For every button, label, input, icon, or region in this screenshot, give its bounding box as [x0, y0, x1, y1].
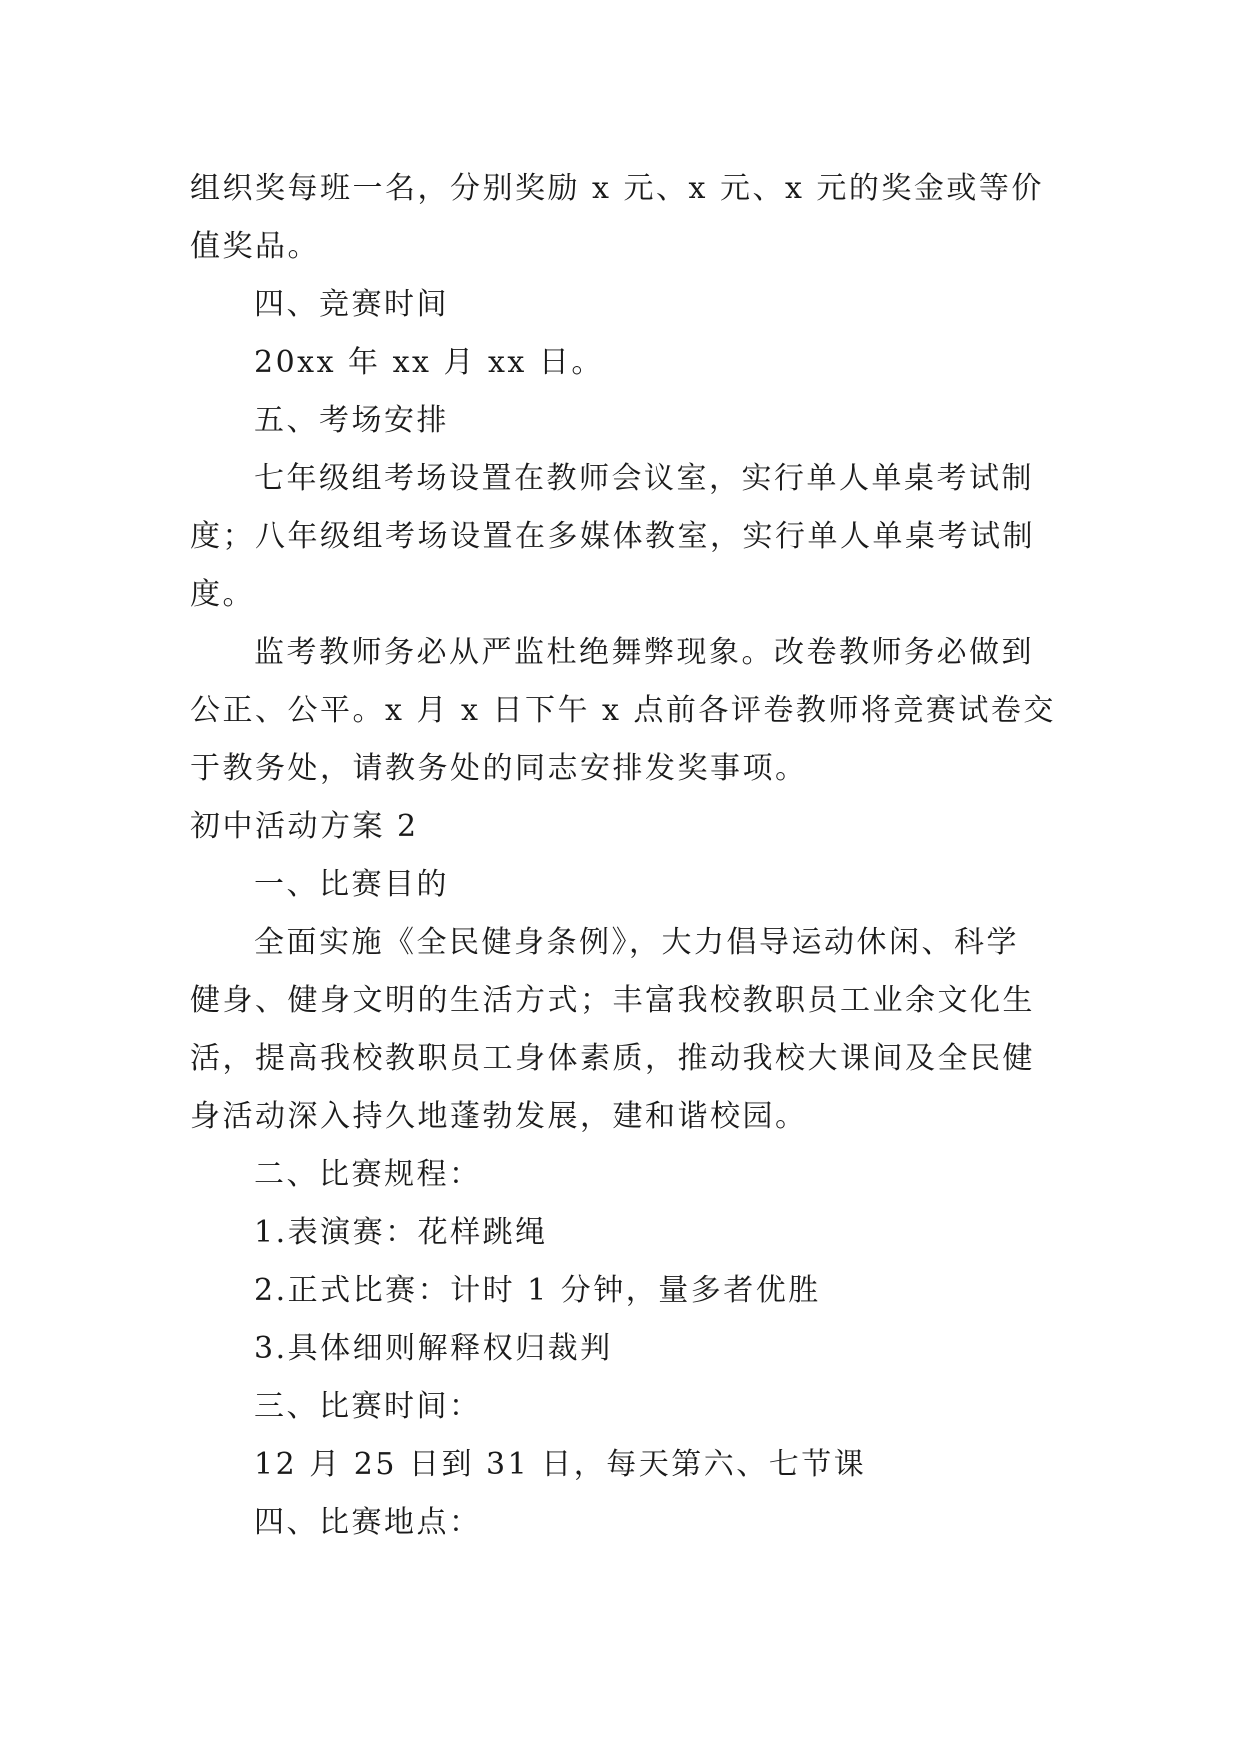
text-line: 七年级组考场设置在教师会议室，实行单人单桌考试制 — [254, 461, 1034, 496]
text-line: 12 月 25 日到 31 日，每天第六、七节课 — [254, 1447, 867, 1482]
text-line: 度。 — [190, 577, 255, 612]
text-line: 20xx 年 xx 月 xx 日。 — [254, 345, 604, 380]
text-line: 公正、公平。x 月 x 日下午 x 点前各评卷教师将竞赛试卷交 — [190, 693, 1056, 728]
section-heading: 三、比赛时间： — [254, 1389, 482, 1424]
list-item: 2.正式比赛：计时 1 分钟，量多者优胜 — [254, 1273, 821, 1308]
section-heading: 二、比赛规程： — [254, 1157, 482, 1192]
text-line: 值奖品。 — [190, 229, 320, 264]
section-heading: 四、比赛地点： — [254, 1505, 482, 1540]
text-line: 身活动深入持久地蓬勃发展，建和谐校园。 — [190, 1099, 808, 1134]
text-line: 度；八年级组考场设置在多媒体教室，实行单人单桌考试制 — [190, 519, 1035, 554]
list-item: 1.表演赛：花样跳绳 — [254, 1215, 548, 1250]
section-heading: 四、竞赛时间 — [254, 287, 449, 322]
section-heading: 一、比赛目的 — [254, 867, 449, 902]
text-line: 监考教师务必从严监杜绝舞弊现象。改卷教师务必做到 — [254, 635, 1034, 670]
document-subtitle: 初中活动方案 2 — [190, 809, 419, 844]
text-line: 于教务处，请教务处的同志安排发奖事项。 — [190, 751, 808, 786]
text-line: 活，提高我校教职员工身体素质，推动我校大课间及全民健 — [190, 1041, 1035, 1076]
document-body — [190, 160, 1056, 1552]
text-line: 组织奖每班一名，分别奖励 x 元、x 元、x 元的奖金或等价 — [190, 171, 1044, 206]
text-line: 全面实施《全民健身条例》，大力倡导运动休闲、科学 — [254, 925, 1019, 960]
text-line: 健身、健身文明的生活方式；丰富我校教职员工业余文化生 — [190, 983, 1035, 1018]
list-item: 3.具体细则解释权归裁判 — [254, 1331, 613, 1366]
section-heading: 五、考场安排 — [254, 403, 449, 438]
